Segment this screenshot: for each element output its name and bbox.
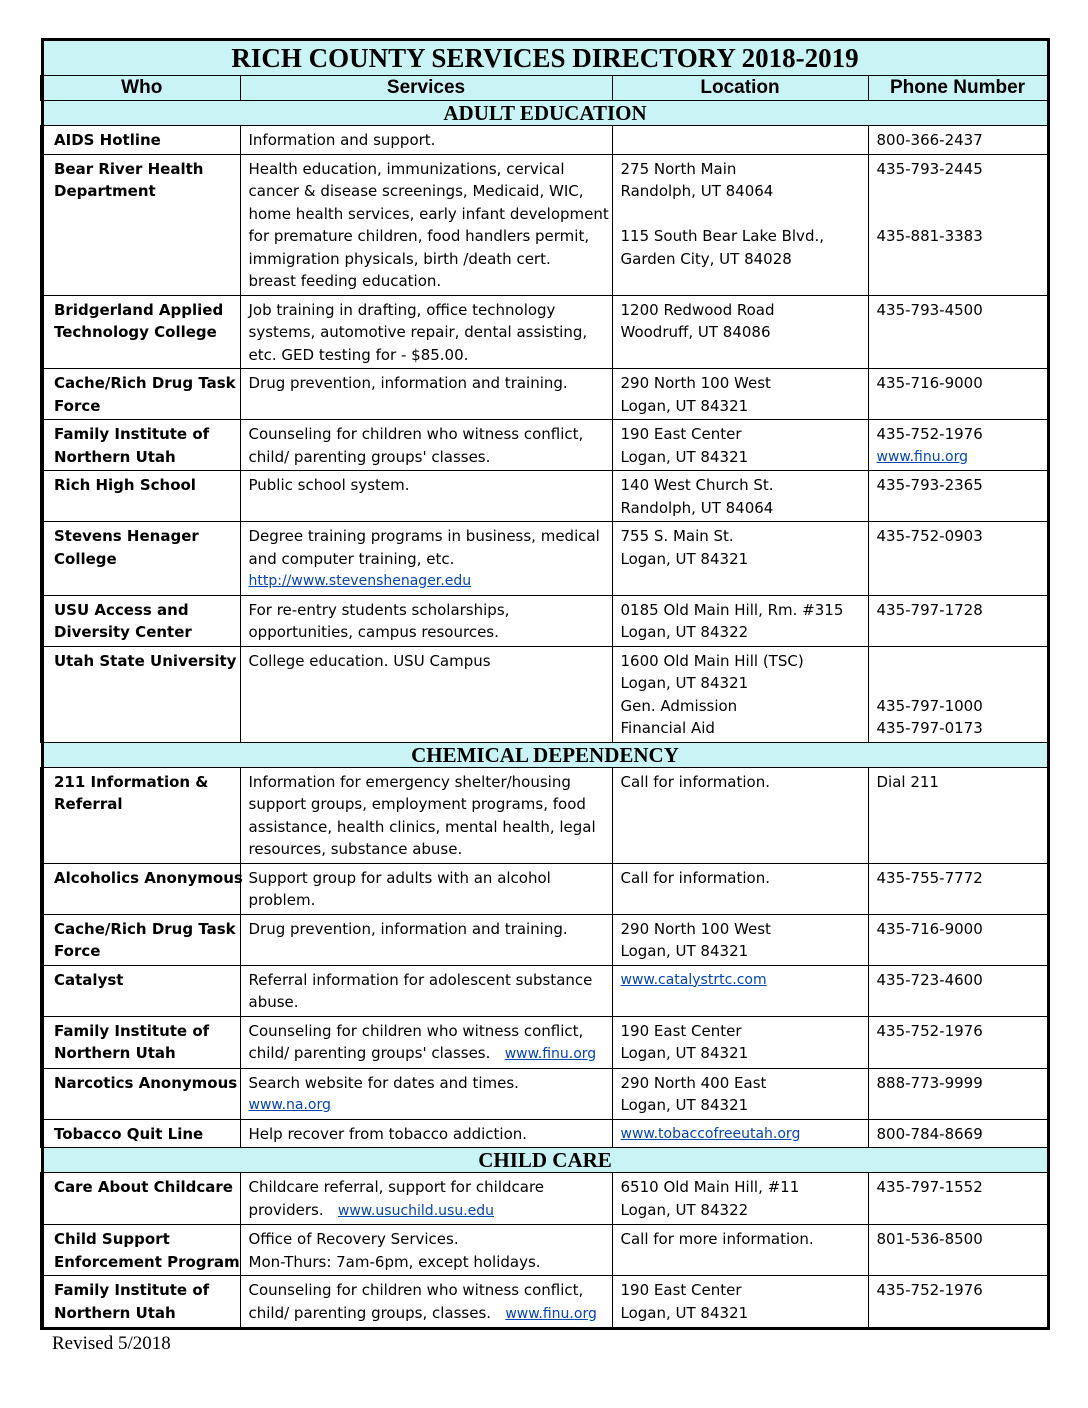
text-line: Logan, UT 84321 xyxy=(620,447,749,466)
phone-cell xyxy=(868,1276,1048,1329)
text-line: 435-793-4500 xyxy=(876,300,983,319)
text-line: Northern Utah xyxy=(54,1303,176,1322)
text-line: Logan, UT 84321 xyxy=(620,396,749,415)
phone-cell xyxy=(868,767,1048,863)
text-line: etc. GED testing for - $85.00. xyxy=(248,345,469,364)
location-cell xyxy=(612,646,868,742)
revised-date: Revised 5/2018 xyxy=(52,1333,171,1354)
phone-cell xyxy=(868,295,1048,369)
text-line: 435-797-1728 xyxy=(876,600,983,619)
text-line: Tobacco Quit Line xyxy=(54,1124,204,1143)
who-cell xyxy=(42,471,240,522)
website-link[interactable]: www.usuchild.usu.edu xyxy=(337,1202,495,1219)
text-line: Referral information for adolescent substance xyxy=(248,970,593,989)
services-cell xyxy=(240,420,612,471)
table-row xyxy=(42,420,1048,471)
who-cell xyxy=(42,1173,240,1225)
who-cell xyxy=(42,295,240,369)
website-link[interactable]: http://www.stevenshenager.edu xyxy=(248,573,472,589)
text-line xyxy=(877,180,1047,203)
text-line: 6510 Old Main Hill, #11 xyxy=(620,1178,800,1196)
text-line: 435-752-1976 xyxy=(876,1021,983,1040)
text-line: Child Support xyxy=(54,1230,170,1248)
text-line: Enforcement Program xyxy=(54,1252,240,1271)
text-line xyxy=(249,1302,612,1326)
text-line: cancer & disease screenings, Medicaid, WIC, xyxy=(248,182,584,200)
who-cell xyxy=(42,1016,240,1068)
text-line: Dial 211 xyxy=(876,772,939,791)
text-line xyxy=(621,203,868,226)
text-line: Degree training programs in business, medical xyxy=(248,527,600,545)
location-cell xyxy=(612,914,868,965)
location-cell xyxy=(612,1173,868,1225)
location-cell xyxy=(612,1016,868,1068)
text-line: Logan, UT 84321 xyxy=(620,1044,749,1062)
text-line: Support group for adults with an alcohol xyxy=(248,868,551,887)
text-line: Care About Childcare xyxy=(54,1178,233,1196)
text-line: 435-797-1000 xyxy=(876,696,983,715)
text-line: 0185 Old Main Hill, Rm. #315 xyxy=(620,600,844,619)
text-line: Bear River Health xyxy=(54,159,204,178)
text-line: immigration physicals, birth /death cert. xyxy=(248,249,551,268)
who-cell xyxy=(42,767,240,863)
text-line: Logan, UT 84322 xyxy=(620,623,749,641)
table-row xyxy=(42,914,1048,965)
phone-cell xyxy=(868,154,1048,295)
phone-cell xyxy=(868,1068,1048,1119)
text-line: Department xyxy=(54,182,156,200)
table-row xyxy=(42,295,1048,369)
text-line: Narcotics Anonymous xyxy=(54,1073,238,1092)
phone-cell xyxy=(868,1225,1048,1276)
text-line: Family Institute of xyxy=(54,1021,210,1040)
services-cell xyxy=(240,914,612,965)
table-row xyxy=(42,646,1048,742)
text-line: Logan, UT 84322 xyxy=(620,1200,749,1219)
text-line xyxy=(249,1199,612,1223)
text-line: 435-752-1976 xyxy=(876,425,983,443)
phone-cell xyxy=(868,863,1048,914)
phone-cell xyxy=(868,595,1048,646)
phone-cell xyxy=(868,522,1048,596)
who-cell xyxy=(42,420,240,471)
text-fragment: child/ parenting groups, classes. xyxy=(248,1303,492,1322)
text-line: Alcoholics Anonymous xyxy=(54,868,243,887)
text-line: Randolph, UT 84064 xyxy=(620,182,774,200)
text-line: Catalyst xyxy=(54,970,124,989)
who-cell xyxy=(42,126,240,155)
location-cell xyxy=(612,154,868,295)
text-line: 888-773-9999 xyxy=(876,1073,983,1092)
table-row xyxy=(42,1068,1048,1119)
text-line: 800-784-8669 xyxy=(876,1124,983,1143)
text-line: Family Institute of xyxy=(54,425,210,443)
text-line: 190 East Center xyxy=(620,1021,742,1040)
text-line: Logan, UT 84321 xyxy=(620,674,749,692)
who-cell xyxy=(42,595,240,646)
table-row xyxy=(42,1016,1048,1068)
header-services: Services xyxy=(240,76,612,101)
text-line: assistance, health clinics, mental health, legal xyxy=(248,817,596,836)
text-line: USU Access and xyxy=(54,600,189,619)
table-row xyxy=(42,965,1048,1016)
text-line: Information and support. xyxy=(248,131,436,149)
text-line: resources, substance abuse. xyxy=(248,840,463,858)
text-line: 115 South Bear Lake Blvd., xyxy=(620,227,824,245)
location-cell xyxy=(612,369,868,420)
phone-cell xyxy=(868,420,1048,471)
text-line: 290 North 400 East xyxy=(620,1073,767,1092)
text-line: for premature children, food handlers permit, xyxy=(248,227,590,245)
website-link[interactable]: www.catalystrtc.com xyxy=(620,971,767,988)
services-cell xyxy=(240,1225,612,1276)
page-title: RICH COUNTY SERVICES DIRECTORY 2018-2019 xyxy=(42,40,1048,76)
text-line: Logan, UT 84321 xyxy=(620,549,749,568)
text-line: Counseling for children who witness conflict, xyxy=(248,425,584,443)
text-line: Information for emergency shelter/housing xyxy=(248,772,571,791)
text-line: Office of Recovery Services. xyxy=(248,1230,459,1248)
header-location: Location xyxy=(612,76,868,101)
text-line: Cache/Rich Drug Task xyxy=(54,919,236,938)
text-line: support groups, employment programs, food xyxy=(248,795,586,813)
text-line: Logan, UT 84321 xyxy=(620,942,749,960)
text-line: Rich High School xyxy=(54,476,196,494)
text-line: Search website for dates and times. xyxy=(248,1073,519,1092)
table-row xyxy=(42,1276,1048,1329)
text-line: 755 S. Main St. xyxy=(620,527,734,545)
text-line: 435-716-9000 xyxy=(876,919,983,938)
text-line: home health services, early infant development xyxy=(248,204,609,223)
table-row xyxy=(42,522,1048,596)
text-line: Call for more information. xyxy=(620,1230,814,1248)
directory-body xyxy=(42,101,1048,1329)
text-line: 435-752-1976 xyxy=(876,1281,983,1299)
services-cell xyxy=(240,863,612,914)
text-line: Mon-Thurs: 7am-6pm, except holidays. xyxy=(248,1252,541,1271)
location-cell xyxy=(612,767,868,863)
services-cell xyxy=(240,522,612,596)
text-line: 190 East Center xyxy=(620,1281,742,1299)
text-line xyxy=(877,650,1047,673)
text-line: Woodruff, UT 84086 xyxy=(620,323,771,341)
services-cell xyxy=(240,1068,612,1119)
text-line: opportunities, campus resources. xyxy=(248,623,499,641)
phone-cell xyxy=(868,1119,1048,1148)
text-line: Drug prevention, information and training. xyxy=(248,374,568,392)
text-line xyxy=(877,203,1047,226)
phone-cell xyxy=(868,1173,1048,1225)
text-line: Randolph, UT 84064 xyxy=(620,498,774,517)
text-fragment: providers. xyxy=(248,1200,324,1219)
table-row xyxy=(42,1225,1048,1276)
services-cell xyxy=(240,595,612,646)
text-line: Family Institute of xyxy=(54,1281,210,1299)
text-line: Technology College xyxy=(54,323,217,341)
who-cell xyxy=(42,1225,240,1276)
text-fragment: child/ parenting groups' classes. xyxy=(248,1044,491,1062)
text-line: 435-793-2445 xyxy=(876,159,983,178)
services-cell xyxy=(240,154,612,295)
table-row xyxy=(42,471,1048,522)
location-cell xyxy=(612,965,868,1016)
who-cell xyxy=(42,965,240,1016)
section-header: CHILD CARE xyxy=(42,1148,1048,1173)
website-link[interactable]: www.finu.org xyxy=(876,448,968,465)
text-line: Utah State University xyxy=(54,651,237,670)
text-line: 435-752-0903 xyxy=(876,527,983,545)
text-line: child/ parenting groups' classes. xyxy=(248,447,491,466)
text-line: College education. USU Campus xyxy=(248,651,491,670)
text-line: 1600 Old Main Hill (TSC) xyxy=(620,651,804,670)
text-line: Health education, immunizations, cervical xyxy=(248,159,565,178)
services-cell xyxy=(240,965,612,1016)
text-line: Force xyxy=(54,942,101,960)
text-line: Counseling for children who witness conflict, xyxy=(248,1281,584,1299)
text-line xyxy=(249,1042,612,1066)
text-line: Job training in drafting, office technology xyxy=(248,300,556,319)
text-line: 435-723-4600 xyxy=(876,970,983,989)
who-cell xyxy=(42,863,243,914)
table-row xyxy=(42,595,1048,646)
text-line: Financial Aid xyxy=(620,719,715,737)
services-cell xyxy=(240,369,612,420)
text-line: Diversity Center xyxy=(54,623,192,641)
services-cell xyxy=(240,1276,612,1329)
phone-cell xyxy=(868,369,1048,420)
phone-cell xyxy=(868,914,1048,965)
text-line: Force xyxy=(54,396,101,415)
text-line xyxy=(877,672,1047,695)
text-line: Childcare referral, support for childcare xyxy=(248,1178,545,1196)
who-cell xyxy=(42,1068,240,1119)
text-line: 435-797-0173 xyxy=(876,719,983,737)
text-line: 435-797-1552 xyxy=(876,1178,983,1196)
table-row xyxy=(42,767,1048,863)
location-cell xyxy=(612,295,868,369)
location-cell xyxy=(612,1276,868,1329)
text-line: breast feeding education. xyxy=(248,272,442,290)
text-line: Cache/Rich Drug Task xyxy=(54,374,236,392)
services-cell xyxy=(240,1173,612,1225)
text-line: Call for information. xyxy=(620,772,771,791)
website-link[interactable]: www.na.org xyxy=(248,1097,331,1113)
text-line: 435-755-7772 xyxy=(876,868,983,887)
text-line: Gen. Admission xyxy=(620,696,738,715)
location-cell xyxy=(612,1225,868,1276)
website-link[interactable]: www.finu.org xyxy=(504,1046,597,1062)
text-line: abuse. xyxy=(248,993,299,1011)
text-line: Logan, UT 84321 xyxy=(620,1096,749,1114)
who-cell xyxy=(42,646,240,742)
services-cell xyxy=(240,126,612,155)
text-line: Help recover from tobacco addiction. xyxy=(248,1124,528,1143)
services-cell xyxy=(240,295,612,369)
text-line: 800-366-2437 xyxy=(876,131,983,149)
services-cell xyxy=(240,471,612,522)
text-line: For re-entry students scholarships, xyxy=(248,600,510,619)
text-line: Logan, UT 84321 xyxy=(620,1303,749,1322)
services-cell xyxy=(240,1119,612,1148)
directory-table xyxy=(40,38,1050,1330)
text-line: 211 Information & xyxy=(54,772,209,791)
phone-cell xyxy=(868,965,1048,1016)
header-phone: Phone Number xyxy=(868,76,1048,101)
table-row xyxy=(42,369,1048,420)
text-line: Drug prevention, information and training. xyxy=(248,919,568,938)
text-line: Garden City, UT 84028 xyxy=(620,249,792,268)
table-row xyxy=(42,126,1048,155)
location-cell xyxy=(612,595,868,646)
text-line: and computer training, etc. xyxy=(248,549,455,568)
who-cell xyxy=(42,914,240,965)
header-who: Who xyxy=(42,76,240,101)
services-cell xyxy=(240,646,612,742)
table-row xyxy=(42,1119,1048,1148)
who-cell xyxy=(42,154,240,295)
services-cell xyxy=(240,767,612,863)
location-cell xyxy=(612,126,868,155)
table-row xyxy=(42,863,1048,914)
text-line: AIDS Hotline xyxy=(54,131,161,149)
location-cell xyxy=(612,1119,868,1148)
text-line: 190 East Center xyxy=(620,425,742,443)
section-header: ADULT EDUCATION xyxy=(42,101,1048,126)
who-cell xyxy=(42,1119,240,1148)
location-cell xyxy=(612,420,868,471)
location-cell xyxy=(612,522,868,596)
text-line: Call for information. xyxy=(620,868,771,887)
text-line: 435-716-9000 xyxy=(876,374,983,392)
table-row xyxy=(42,1173,1048,1225)
location-cell xyxy=(612,863,868,914)
text-line: Stevens Henager xyxy=(54,527,199,545)
text-line: 435-881-3383 xyxy=(876,227,983,245)
phone-cell xyxy=(868,1016,1048,1068)
text-line: 290 North 100 West xyxy=(620,919,771,938)
text-line: 1200 Redwood Road xyxy=(620,300,775,319)
website-link[interactable]: www.tobaccofreeutah.org xyxy=(620,1125,801,1142)
table-row xyxy=(42,154,1048,295)
text-line: College xyxy=(54,549,117,568)
text-line: 275 North Main xyxy=(620,159,737,178)
text-line: Counseling for children who witness conflict, xyxy=(248,1021,584,1040)
services-cell xyxy=(240,1016,612,1068)
text-line: 435-793-2365 xyxy=(876,476,983,494)
who-cell xyxy=(42,1276,240,1329)
text-line: Referral xyxy=(54,795,123,813)
text-line: Northern Utah xyxy=(54,1044,176,1062)
phone-cell xyxy=(868,126,1048,155)
who-cell xyxy=(42,369,240,420)
text-line: Northern Utah xyxy=(54,447,176,466)
text-line: 140 West Church St. xyxy=(620,476,774,494)
section-header: CHEMICAL DEPENDENCY xyxy=(42,742,1048,767)
website-link[interactable]: www.finu.org xyxy=(505,1305,597,1322)
text-line: 801-536-8500 xyxy=(876,1230,983,1248)
text-line: Bridgerland Applied xyxy=(54,300,224,319)
who-cell xyxy=(42,522,240,596)
text-line: Public school system. xyxy=(248,476,410,494)
text-line: 290 North 100 West xyxy=(620,374,771,392)
location-cell xyxy=(612,471,868,522)
phone-cell xyxy=(868,471,1048,522)
location-cell xyxy=(612,1068,868,1119)
text-line: systems, automotive repair, dental assisting, xyxy=(248,323,588,341)
text-line: problem. xyxy=(248,891,316,909)
phone-cell xyxy=(868,646,1048,742)
